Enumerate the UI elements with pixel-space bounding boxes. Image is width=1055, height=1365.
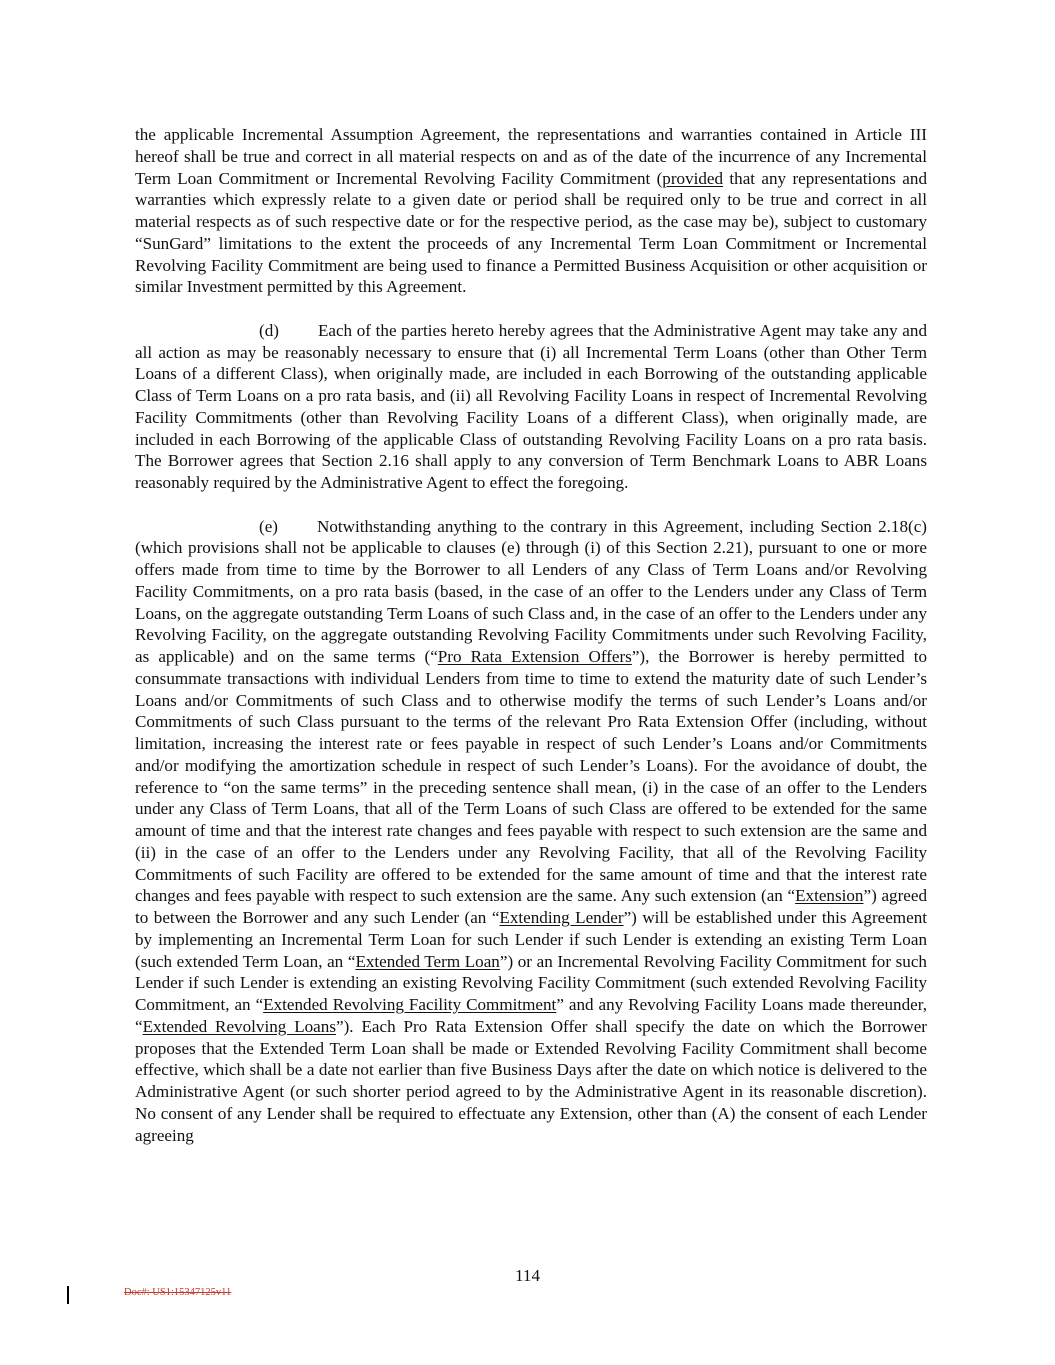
defined-term-extending-lender: Extending Lender <box>499 908 624 927</box>
paragraph-e: (e) Notwithstanding anything to the contrary in this Agreement, including Section 2.18(c) (which provisions shall not be applicable to clauses (e) through (i) of this Section 2.21), pursuant to one or more offers made from time to time by the Borrower to all Lenders of any Class of Term Loans and/or Revolving Facility Commitments, on a pro rata basis (based, in the case of an offer to the Lenders under any Class of Term Loans, on the aggregate outstanding Term Loans of such Class and, in the case of an offer to the Lenders under any Revolving Facility, on the aggregate outstanding Revolving Facility Commitments under such Revolving Facility, as applicable) and on the same terms (“Pro Rata Extension Offers”), the Borrower is hereby permitted to consummate transactions with individual Lenders from time to time to extend the maturity date of such Lender’s Loans and/or Commitments of such Class and to otherwise modify the terms of such Lender’s Loans and/or Commitments of such Class pursuant to the terms of the relevant Pro Rata Extension Offer (including, without limitation, increasing the interest rate or fees payable in respect of such Lender’s Loans and/or Commitments and/or modifying the amortization schedule in respect of such Lender’s Loans). For the avoidance of doubt, the reference to “on the same terms” in the preceding sentence shall mean, (i) in the case of an offer to the Lenders under any Class of Term Loans, that all of the Term Loans of such Class are offered to be extended for the same amount of time and that the interest rate changes and fees payable with respect to such extension are the same and (ii) in the case of an offer to the Lenders under any Revolving Facility, that all of the Revolving Facility Commitments of such Facility are offered to be extended for the same amount of time and that the interest rate changes and fees payable with respect to such extension are the same. Any such extension (an “Extension”) agreed to between the Borrower and any such Lender (an “Extending Lender”) will be established under this Agreement by implementing an Incremental Term Loan for such Lender if such Lender is extending an existing Term Loan (such extended Term Loan, an “Extended Term Loan”) or an Incremental Revolving Facility Commitment for such Lender if such Lender is extending an existing Revolving Facility Commitment (such extended Revolving Facility Commitment, an “Extended Revolving Facility Commitment” and any Revolving Facility Loans made thereunder, “Extended Revolving Loans”). Each Pro Rata Extension Offer shall specify the date on which the Borrower proposes that the Extended Term Loan shall be made or Extended Revolving Facility Commitment shall become effective, which shall be a date not earlier than five Business Days after the date on which notice is delivered to the Administrative Agent (or such shorter period agreed to by the Administrative Agent in its reasonable discretion). No consent of any Lender shall be required to effectuate any Extension, other than (A) the consent of each Lender agreeing <box>135 516 927 1145</box>
clause-marker-e: (e) <box>259 516 278 536</box>
page-number: 114 <box>514 1266 540 1285</box>
clause-marker-d: (d) <box>259 320 279 340</box>
change-bar <box>67 1286 69 1304</box>
defined-term-extended-revolving-facility-commitment: Extended Revolving Facility Commitment <box>263 995 557 1014</box>
defined-term-extended-term-loan: Extended Term Loan <box>355 951 500 971</box>
paragraph-d: (d) Each of the parties hereto hereby agrees that the Administrative Agent may take any and all action as may be reasonably necessary to ensure that (i) all Incremental Term Loans (other than Other Term Loans of a different Class), when originally made, are included in each Borrowing of the outstanding applicable Class of Term Loans on a pro rata basis, and (ii) all Revolving Facility Loans in respect of Incremental Revolving Facility Commitments (other than Revolving Facility Loans of a different Class), when originally made, are included in each Borrowing of the applicable Class of outstanding Revolving Facility Loans on a pro rata basis. The Borrower agrees that Section 2.16 shall apply to any conversion of Term Benchmark Loans to ABR Loans reasonably required by the Administrative Agent to effect the foregoing. <box>135 320 927 492</box>
paragraph-continuation: the applicable Incremental Assumption Agreement, the representations and warranties contained in Article III hereof shall be true and correct in all material respects on and as of the date of the incurrence of any Incremental Term Loan Commitment or Incremental Revolving Facility Commitment (provided that any representations and warranties which expressly relate to a given date or period shall be required only to be true and correct in all material respects as of such respective date or for the respective period, as the case may be), subject to customary “SunGard” limitations to the extent the proceeds of any Incremental Term Loan Commitment or Incremental Revolving Facility Commitment are being used to finance a Permitted Business Acquisition or other acquisition or similar Investment permitted by this Agreement. <box>135 125 927 297</box>
document-id: Doc#: US1:15347125v11 <box>124 1287 232 1298</box>
defined-term-provided: provided <box>662 168 724 188</box>
defined-term-pro-rata-extension-offers: Pro Rata Extension Offers <box>437 647 632 666</box>
defined-term-extended-revolving-loans: Extended Revolving Loans <box>142 1016 336 1036</box>
defined-term-extension: Extension <box>795 886 864 906</box>
body-text <box>135 124 927 1168</box>
